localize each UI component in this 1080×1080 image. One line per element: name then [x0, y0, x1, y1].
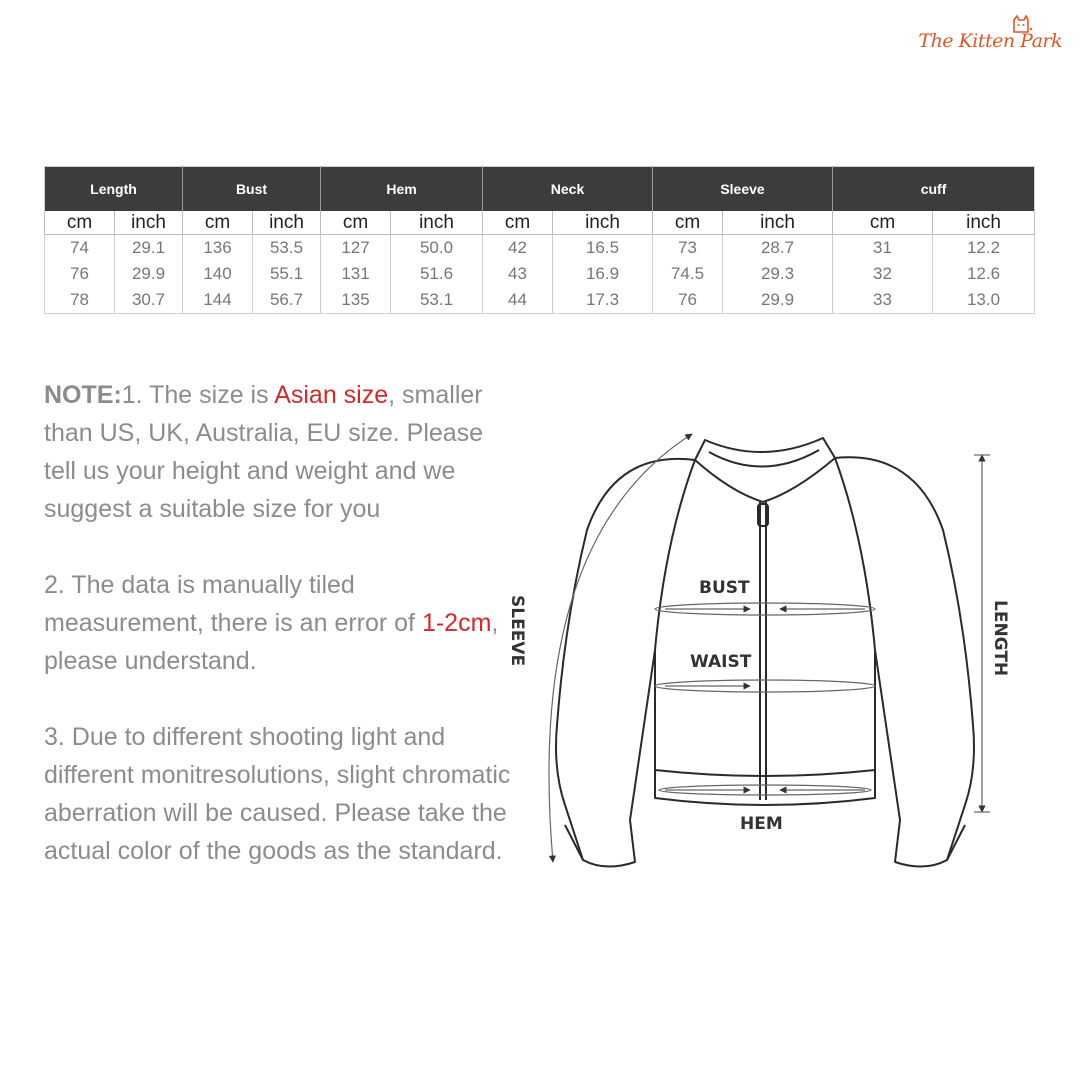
table-cell: 56.7	[253, 287, 321, 314]
table-cell: 29.9	[115, 261, 183, 287]
table-cell: 50.0	[391, 235, 483, 262]
table-cell: 13.0	[933, 287, 1035, 314]
table-cell: 42	[483, 235, 553, 262]
column-header-neck: Neck	[483, 167, 653, 212]
table-cell: 28.7	[723, 235, 833, 262]
note-3-text: 3. Due to different shooting light and different monitresolutions, slight chromatic aberration will be caused. Please take the actual color of the goods as the standard.	[44, 723, 511, 865]
note-2-prefix: 2. The data is manually tiled measurement, there is an error of	[44, 571, 422, 637]
size-notes	[44, 376, 514, 908]
table-cell: 76	[653, 287, 723, 314]
hem-label: HEM	[740, 814, 783, 834]
unit-header-cell: cm	[321, 211, 391, 235]
note-1-suffix: , smaller than US, UK, Australia, EU size. Please tell us your height and weight and we suggest a suitable size for you	[44, 381, 484, 523]
table-row	[45, 261, 1035, 287]
table-cell: 30.7	[115, 287, 183, 314]
unit-header-cell: cm	[45, 211, 115, 235]
note-2-suffix: , please understand.	[44, 609, 499, 675]
note-2-highlight: 1-2cm	[421, 609, 492, 637]
table-cell: 144	[183, 287, 253, 314]
table-cell: 53.5	[253, 235, 321, 262]
table-cell: 44	[483, 287, 553, 314]
table-cell: 73	[653, 235, 723, 262]
unit-header-row	[45, 211, 1035, 235]
sleeve-label: SLEEVE	[507, 595, 527, 667]
table-row	[45, 287, 1035, 314]
unit-header-cell: inch	[391, 211, 483, 235]
table-cell: 12.2	[933, 235, 1035, 262]
table-cell: 136	[183, 235, 253, 262]
table-cell: 78	[45, 287, 115, 314]
table-cell: 76	[45, 261, 115, 287]
table-cell: 51.6	[391, 261, 483, 287]
table-cell: 55.1	[253, 261, 321, 287]
table-cell: 29.9	[723, 287, 833, 314]
column-header-bust: Bust	[183, 167, 321, 212]
unit-header-cell: cm	[483, 211, 553, 235]
note-1-highlight: Asian size	[274, 381, 389, 409]
jacket-measurement-diagram	[495, 420, 1055, 890]
table-cell: 135	[321, 287, 391, 314]
unit-header-cell: inch	[933, 211, 1035, 235]
unit-header-cell: inch	[723, 211, 833, 235]
size-table-body	[45, 235, 1035, 314]
column-header-cuff: cuff	[833, 167, 1035, 212]
note-3	[44, 718, 514, 870]
table-cell: 140	[183, 261, 253, 287]
table-cell: 29.1	[115, 235, 183, 262]
column-header-sleeve: Sleeve	[653, 167, 833, 212]
table-cell: 53.1	[391, 287, 483, 314]
unit-header-cell: cm	[183, 211, 253, 235]
table-cell: 74	[45, 235, 115, 262]
table-cell: 29.3	[723, 261, 833, 287]
brand-logo: The Kitten Park	[918, 30, 1062, 52]
table-cell: 74.5	[653, 261, 723, 287]
table-cell: 32	[833, 261, 933, 287]
table-cell: 16.5	[553, 235, 653, 262]
table-cell: 16.9	[553, 261, 653, 287]
note-label: NOTE:	[44, 381, 122, 409]
size-chart-table	[44, 166, 1035, 314]
column-header-length: Length	[45, 167, 183, 212]
group-header-row	[45, 167, 1035, 212]
table-cell: 17.3	[553, 287, 653, 314]
note-1	[44, 376, 514, 528]
unit-header-cell: inch	[115, 211, 183, 235]
unit-header-cell: inch	[253, 211, 321, 235]
unit-header-cell: cm	[833, 211, 933, 235]
waist-label: WAIST	[690, 652, 752, 672]
table-cell: 33	[833, 287, 933, 314]
length-label: LENGTH	[990, 600, 1010, 677]
table-cell: 43	[483, 261, 553, 287]
unit-header-cell: inch	[553, 211, 653, 235]
table-row	[45, 235, 1035, 262]
table-cell: 12.6	[933, 261, 1035, 287]
table-cell: 31	[833, 235, 933, 262]
note-2	[44, 566, 514, 680]
bust-label: BUST	[699, 578, 750, 598]
note-1-prefix: 1. The size is	[121, 381, 275, 409]
table-cell: 131	[321, 261, 391, 287]
unit-header-cell: cm	[653, 211, 723, 235]
column-header-hem: Hem	[321, 167, 483, 212]
table-cell: 127	[321, 235, 391, 262]
